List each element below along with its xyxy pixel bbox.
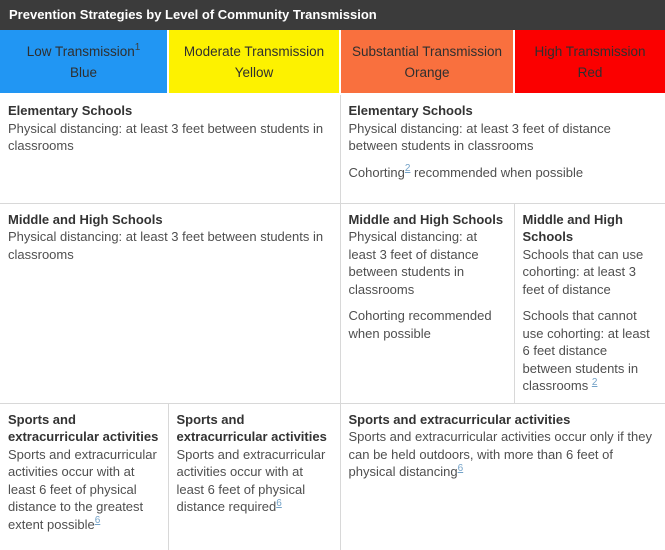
cell-middle-high-substantial (340, 203, 514, 403)
legend-color-word: Red (577, 64, 603, 80)
cell-heading: Elementary Schools (348, 103, 473, 118)
table-title-bar (0, 0, 665, 30)
paragraph-text: Cohorting (348, 164, 405, 180)
paragraph-text: Physical distancing: at least 3 feet between students in classrooms (8, 120, 324, 153)
paragraph-text: Physical distancing: at least 3 feet of distance between students in classrooms (348, 229, 479, 297)
paragraph-text: Schools that can use cohorting: at least 3 feet of distance (522, 246, 644, 297)
paragraph-text: Cohorting recommended when possible (348, 308, 492, 341)
cell-paragraph (177, 446, 333, 516)
cell-paragraph (8, 228, 333, 263)
cell-heading: Sports and extracurricular activities (8, 411, 159, 444)
cell-sports-low (0, 403, 168, 550)
paragraph-text: Schools that cannot use cohorting: at least 6 feet distance between students in classrooms (522, 308, 650, 393)
column-header-low (0, 30, 168, 94)
paragraph-text: Sports and extracurricular activities occur with at least 6 feet of physical distance to the greatest extent possible (8, 446, 157, 532)
legend-label-line (2, 41, 165, 62)
table-title: Prevention Strategies by Level of Community Transmission (9, 7, 377, 22)
column-header-high (514, 30, 665, 94)
cell-sports-substantial-high (340, 403, 665, 550)
cell-sports-moderate (168, 403, 340, 550)
footnote-link[interactable]: 6 (276, 497, 282, 509)
footnote-link[interactable]: 1 (134, 42, 141, 53)
legend-label: Moderate Transmission (183, 43, 325, 59)
paragraph-text: Sports and extracurricular activities occur with at least 6 feet of physical distance required (176, 446, 326, 514)
footnote-sup (95, 514, 101, 526)
footnote-sup (276, 497, 282, 509)
cell-paragraph (349, 307, 507, 342)
legend-color-word: Orange (404, 64, 450, 80)
cell-paragraph (349, 228, 507, 298)
cell-paragraph (523, 307, 658, 395)
legend-row (0, 30, 665, 94)
footnote-sup (592, 376, 598, 388)
cell-heading: Sports and extracurricular activities (176, 411, 327, 444)
prevention-strategies-table (0, 30, 665, 550)
cell-heading: Middle and High Schools (348, 211, 504, 227)
cell-elementary-low-moderate (0, 94, 340, 203)
footnote-link[interactable]: 2 (404, 163, 411, 175)
cell-middle-high-high (514, 203, 665, 403)
legend-color-word: Blue (69, 64, 98, 80)
row-sports-extracurricular (0, 403, 665, 550)
footnote-link[interactable]: 6 (457, 462, 464, 474)
cell-paragraph (349, 120, 658, 155)
column-header-moderate (168, 30, 340, 94)
legend-label: Low Transmission (26, 43, 135, 59)
footnote-sup (458, 462, 464, 474)
legend-color-word: Yellow (234, 64, 274, 80)
paragraph-text: Physical distancing: at least 3 feet of distance between students in classrooms (348, 120, 611, 153)
cell-paragraph (8, 120, 333, 155)
column-header-substantial (340, 30, 514, 94)
cell-paragraph (349, 428, 658, 481)
cell-paragraph (349, 164, 658, 182)
row-middle-high-schools (0, 203, 665, 403)
paragraph-text: Sports and extracurricular activities occur only if they can be held outdoors, with more than 6 feet of physical distancing (348, 429, 652, 479)
footnote-link[interactable]: 2 (591, 376, 598, 388)
footnote-sup (135, 41, 141, 53)
footnote-link[interactable]: 6 (94, 515, 101, 527)
paragraph-text: Physical distancing: at least 3 feet between students in classrooms (8, 229, 324, 262)
cell-heading: Middle and High Schools (8, 211, 163, 227)
legend-label: High Transmission (534, 43, 646, 59)
cell-paragraph (523, 246, 658, 299)
row-elementary-schools (0, 94, 665, 203)
legend-label: Substantial Transmission (351, 43, 503, 59)
cell-elementary-substantial-high (340, 94, 665, 203)
cell-heading: Sports and extracurricular activities (348, 411, 571, 427)
cell-heading: Middle and High Schools (522, 211, 623, 244)
cell-paragraph (8, 446, 161, 534)
paragraph-text-after: recommended when possible (410, 164, 584, 180)
cell-heading: Elementary Schools (8, 103, 133, 118)
cell-middle-high-low-moderate (0, 203, 340, 403)
